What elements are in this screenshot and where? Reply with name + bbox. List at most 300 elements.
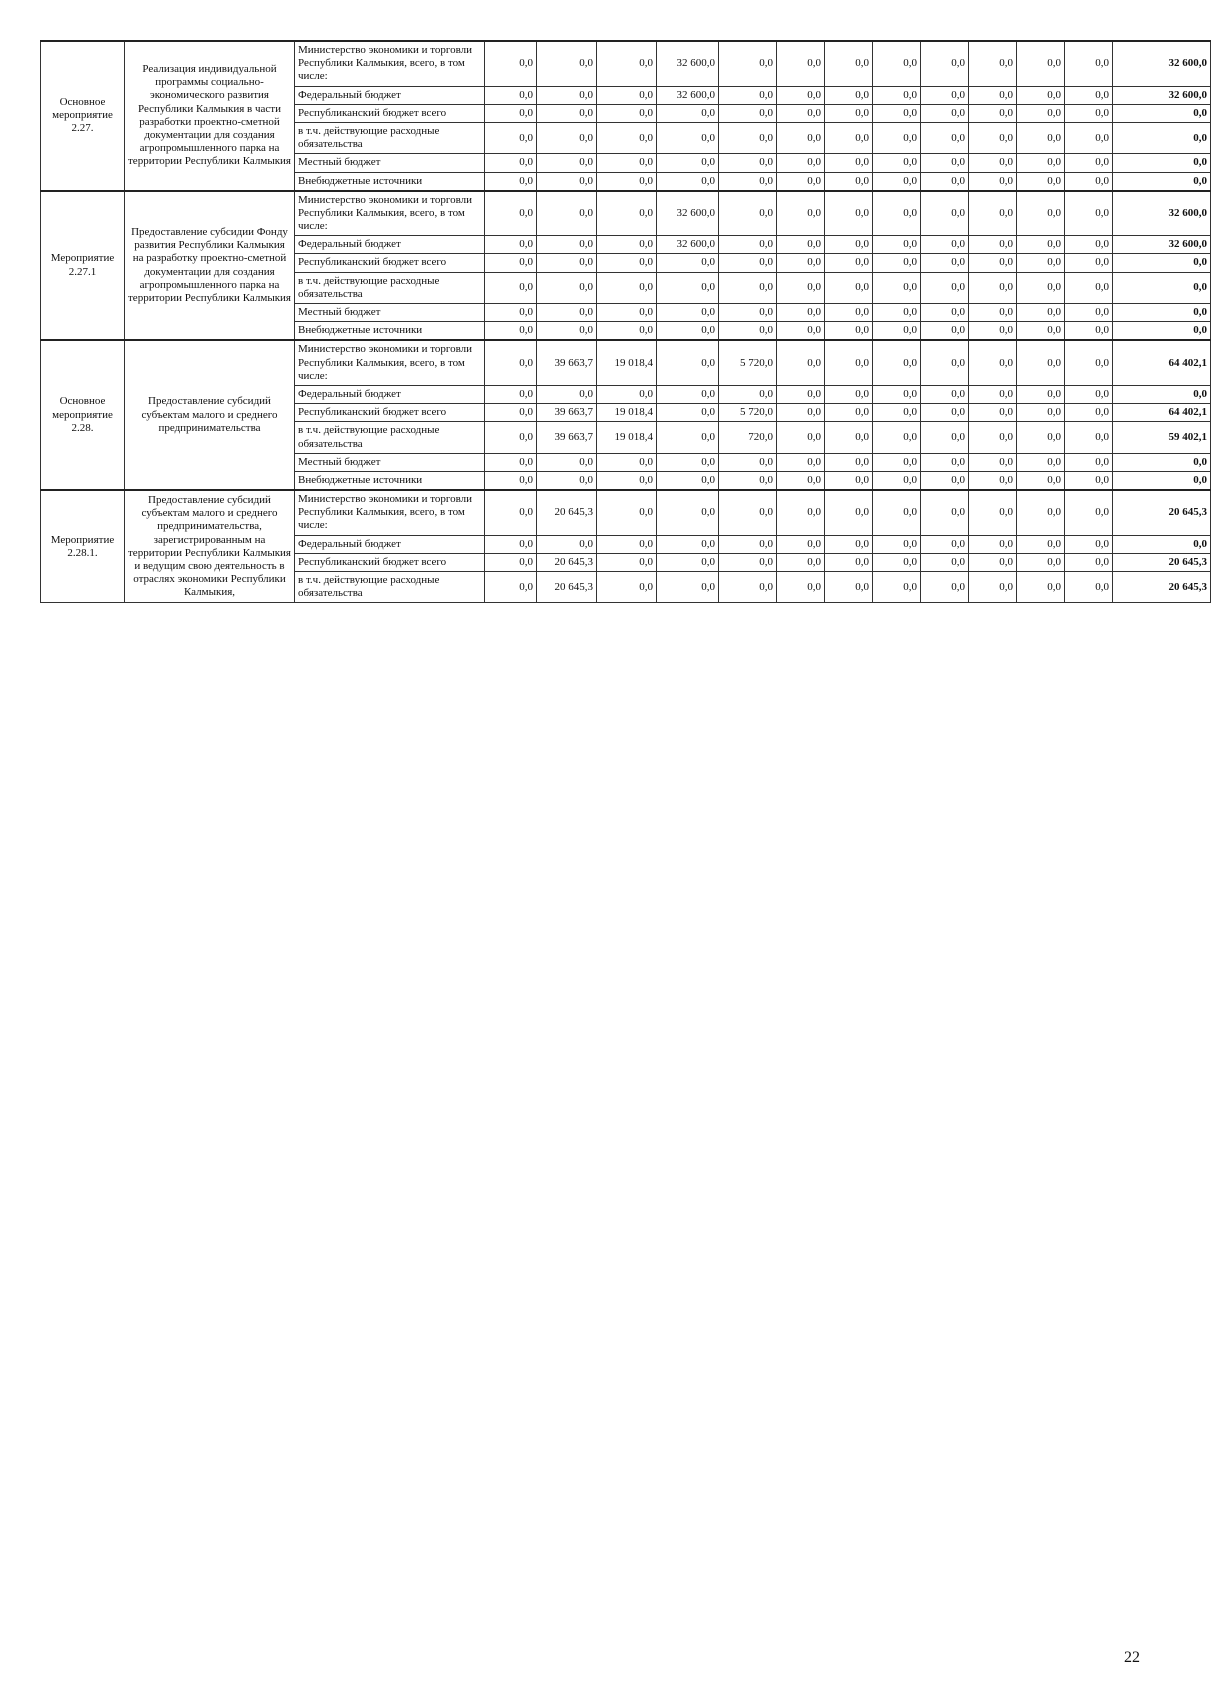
value-cell: 0,0: [969, 572, 1017, 603]
value-cell: 0,0: [1017, 86, 1065, 104]
value-cell: 20 645,3: [537, 490, 597, 535]
value-cell: 0,0: [719, 272, 777, 303]
value-cell: 0,0: [969, 322, 1017, 341]
value-cell: 0,0: [1017, 471, 1065, 490]
value-cell: 720,0: [719, 422, 777, 453]
value-cell: 0,0: [873, 236, 921, 254]
funding-source: Министерство экономики и торговли Республики Калмыкия, всего, в том числе:: [295, 490, 485, 535]
value-cell: 0,0: [1017, 385, 1065, 403]
value-cell: 0,0: [1017, 404, 1065, 422]
value-cell: 0,0: [597, 122, 657, 153]
value-cell: 0,0: [777, 254, 825, 272]
value-cell: 0,0: [777, 340, 825, 385]
value-cell: 0,0: [719, 191, 777, 236]
funding-source: Республиканский бюджет всего: [295, 254, 485, 272]
activity-name: Предоставление субсидий субъектам малого и среднего предпринимательства, зарегистрированным на территории Республики Калмыкия и ведущим свою деятельность в отраслях экономики Республики Калмыкия,: [125, 490, 295, 603]
value-cell: 0,0: [537, 272, 597, 303]
value-cell: 0,0: [777, 172, 825, 191]
page-number: 22: [1124, 1649, 1140, 1666]
total-cell: 0,0: [1113, 122, 1211, 153]
value-cell: 0,0: [777, 122, 825, 153]
value-cell: 0,0: [873, 553, 921, 571]
value-cell: 0,0: [1065, 172, 1113, 191]
value-cell: 32 600,0: [657, 41, 719, 86]
funding-source: Внебюджетные источники: [295, 471, 485, 490]
value-cell: 0,0: [825, 272, 873, 303]
total-cell: 64 402,1: [1113, 340, 1211, 385]
value-cell: 0,0: [825, 254, 873, 272]
value-cell: 0,0: [825, 41, 873, 86]
funding-source: Федеральный бюджет: [295, 535, 485, 553]
value-cell: 0,0: [1065, 322, 1113, 341]
funding-source: в т.ч. действующие расходные обязательства: [295, 422, 485, 453]
value-cell: 0,0: [657, 122, 719, 153]
value-cell: 0,0: [719, 41, 777, 86]
value-cell: 0,0: [825, 304, 873, 322]
value-cell: 0,0: [485, 471, 537, 490]
value-cell: 0,0: [1065, 471, 1113, 490]
value-cell: 0,0: [825, 104, 873, 122]
value-cell: 0,0: [597, 154, 657, 172]
value-cell: 0,0: [1017, 453, 1065, 471]
value-cell: 0,0: [825, 340, 873, 385]
total-cell: 0,0: [1113, 385, 1211, 403]
value-cell: 0,0: [873, 41, 921, 86]
value-cell: 0,0: [921, 41, 969, 86]
total-cell: 0,0: [1113, 172, 1211, 191]
value-cell: 0,0: [597, 471, 657, 490]
value-cell: 0,0: [537, 154, 597, 172]
value-cell: 0,0: [777, 86, 825, 104]
value-cell: 0,0: [969, 236, 1017, 254]
value-cell: 0,0: [537, 191, 597, 236]
value-cell: 0,0: [657, 104, 719, 122]
value-cell: 0,0: [537, 41, 597, 86]
total-cell: 0,0: [1113, 453, 1211, 471]
value-cell: 0,0: [485, 154, 537, 172]
value-cell: 0,0: [1065, 453, 1113, 471]
funding-source: Министерство экономики и торговли Республики Калмыкия, всего, в том числе:: [295, 41, 485, 86]
value-cell: 0,0: [719, 254, 777, 272]
value-cell: 0,0: [719, 471, 777, 490]
value-cell: 0,0: [485, 453, 537, 471]
funding-source: Республиканский бюджет всего: [295, 404, 485, 422]
funding-source: в т.ч. действующие расходные обязательства: [295, 272, 485, 303]
value-cell: 0,0: [657, 254, 719, 272]
value-cell: 0,0: [537, 535, 597, 553]
value-cell: 0,0: [969, 535, 1017, 553]
value-cell: 0,0: [597, 254, 657, 272]
value-cell: 0,0: [657, 572, 719, 603]
value-cell: 0,0: [1065, 236, 1113, 254]
value-cell: 0,0: [969, 385, 1017, 403]
value-cell: 0,0: [921, 404, 969, 422]
total-cell: 20 645,3: [1113, 553, 1211, 571]
value-cell: 0,0: [1065, 304, 1113, 322]
value-cell: 0,0: [537, 322, 597, 341]
value-cell: 0,0: [1065, 535, 1113, 553]
value-cell: 0,0: [719, 322, 777, 341]
value-cell: 0,0: [485, 535, 537, 553]
value-cell: 0,0: [597, 41, 657, 86]
value-cell: 0,0: [969, 340, 1017, 385]
value-cell: 0,0: [873, 340, 921, 385]
value-cell: 19 018,4: [597, 340, 657, 385]
value-cell: 0,0: [777, 41, 825, 86]
value-cell: 0,0: [1065, 254, 1113, 272]
value-cell: 0,0: [537, 304, 597, 322]
value-cell: 0,0: [873, 304, 921, 322]
value-cell: 0,0: [969, 154, 1017, 172]
value-cell: 0,0: [777, 453, 825, 471]
value-cell: 0,0: [657, 535, 719, 553]
funding-source: Местный бюджет: [295, 304, 485, 322]
value-cell: 0,0: [719, 154, 777, 172]
total-cell: 32 600,0: [1113, 86, 1211, 104]
value-cell: 0,0: [969, 104, 1017, 122]
value-cell: 0,0: [485, 272, 537, 303]
value-cell: 5 720,0: [719, 404, 777, 422]
value-cell: 0,0: [597, 86, 657, 104]
value-cell: 0,0: [873, 191, 921, 236]
value-cell: 0,0: [537, 104, 597, 122]
value-cell: 0,0: [921, 122, 969, 153]
value-cell: 0,0: [719, 86, 777, 104]
value-cell: 0,0: [873, 86, 921, 104]
value-cell: 0,0: [485, 322, 537, 341]
value-cell: 0,0: [873, 322, 921, 341]
value-cell: 0,0: [921, 490, 969, 535]
value-cell: 0,0: [537, 172, 597, 191]
value-cell: 0,0: [921, 172, 969, 191]
value-cell: 0,0: [873, 404, 921, 422]
total-cell: 64 402,1: [1113, 404, 1211, 422]
value-cell: 0,0: [777, 104, 825, 122]
value-cell: 0,0: [597, 272, 657, 303]
value-cell: 0,0: [825, 191, 873, 236]
value-cell: 0,0: [1017, 304, 1065, 322]
value-cell: 0,0: [777, 490, 825, 535]
value-cell: 0,0: [873, 385, 921, 403]
value-cell: 0,0: [537, 236, 597, 254]
value-cell: 0,0: [485, 553, 537, 571]
value-cell: 5 720,0: [719, 340, 777, 385]
value-cell: 0,0: [719, 236, 777, 254]
value-cell: 0,0: [1017, 104, 1065, 122]
value-cell: 0,0: [921, 535, 969, 553]
value-cell: 32 600,0: [657, 236, 719, 254]
value-cell: 0,0: [597, 104, 657, 122]
value-cell: 0,0: [921, 385, 969, 403]
value-cell: 0,0: [657, 422, 719, 453]
value-cell: 0,0: [1017, 322, 1065, 341]
value-cell: 0,0: [969, 122, 1017, 153]
table-row: [41, 490, 1211, 535]
value-cell: 0,0: [825, 385, 873, 403]
value-cell: 0,0: [921, 471, 969, 490]
activity-name: Предоставление субсидии Фонду развития Республики Калмыкия на разработку проектно-сметной документации для создания агропромышленного парка на территории Республики Калмыкия: [125, 191, 295, 341]
value-cell: 0,0: [657, 322, 719, 341]
value-cell: 0,0: [657, 453, 719, 471]
value-cell: 0,0: [969, 422, 1017, 453]
value-cell: 0,0: [597, 572, 657, 603]
value-cell: 0,0: [1065, 422, 1113, 453]
value-cell: 0,0: [825, 172, 873, 191]
value-cell: 0,0: [921, 304, 969, 322]
value-cell: 0,0: [485, 254, 537, 272]
document-page: [40, 40, 1207, 603]
value-cell: 0,0: [825, 236, 873, 254]
value-cell: 0,0: [719, 535, 777, 553]
funding-source: в т.ч. действующие расходные обязательства: [295, 122, 485, 153]
value-cell: 0,0: [777, 154, 825, 172]
value-cell: 0,0: [825, 404, 873, 422]
value-cell: 0,0: [1065, 572, 1113, 603]
total-cell: 0,0: [1113, 254, 1211, 272]
value-cell: 0,0: [485, 122, 537, 153]
value-cell: 0,0: [921, 272, 969, 303]
value-cell: 0,0: [1017, 41, 1065, 86]
activity-code: Мероприятие 2.27.1: [41, 191, 125, 341]
value-cell: 0,0: [825, 422, 873, 453]
value-cell: 0,0: [1017, 572, 1065, 603]
value-cell: 0,0: [485, 41, 537, 86]
value-cell: 0,0: [1017, 122, 1065, 153]
activity-code: Основное мероприятие 2.28.: [41, 340, 125, 490]
activity-name: Предоставление субсидий субъектам малого и среднего предпринимательства: [125, 340, 295, 490]
value-cell: 0,0: [921, 236, 969, 254]
value-cell: 39 663,7: [537, 340, 597, 385]
value-cell: 0,0: [921, 322, 969, 341]
total-cell: 20 645,3: [1113, 490, 1211, 535]
value-cell: 0,0: [537, 453, 597, 471]
activity-name: Реализация индивидуальной программы социально-экономического развития Республики Калмыкия в части разработки проектно-сметной документации для создания агропромышленного парка на территории Республики Калмыкия: [125, 41, 295, 191]
value-cell: 0,0: [657, 553, 719, 571]
value-cell: 0,0: [873, 172, 921, 191]
value-cell: 0,0: [969, 172, 1017, 191]
value-cell: 0,0: [1065, 41, 1113, 86]
financing-table: [40, 40, 1211, 603]
table-row: [41, 41, 1211, 86]
value-cell: 0,0: [969, 471, 1017, 490]
value-cell: 0,0: [777, 304, 825, 322]
value-cell: 0,0: [921, 86, 969, 104]
value-cell: 0,0: [825, 471, 873, 490]
value-cell: 0,0: [485, 236, 537, 254]
value-cell: 0,0: [537, 122, 597, 153]
value-cell: 0,0: [537, 471, 597, 490]
value-cell: 0,0: [719, 104, 777, 122]
value-cell: 0,0: [873, 535, 921, 553]
value-cell: 0,0: [597, 453, 657, 471]
value-cell: 0,0: [485, 490, 537, 535]
value-cell: 0,0: [597, 553, 657, 571]
value-cell: 0,0: [657, 272, 719, 303]
value-cell: 0,0: [1065, 385, 1113, 403]
value-cell: 0,0: [719, 490, 777, 535]
value-cell: 0,0: [597, 236, 657, 254]
funding-source: Федеральный бюджет: [295, 236, 485, 254]
value-cell: 0,0: [597, 304, 657, 322]
value-cell: 0,0: [657, 304, 719, 322]
value-cell: 0,0: [777, 535, 825, 553]
value-cell: 0,0: [873, 422, 921, 453]
value-cell: 0,0: [969, 453, 1017, 471]
value-cell: 0,0: [1065, 490, 1113, 535]
value-cell: 0,0: [537, 254, 597, 272]
value-cell: 0,0: [597, 385, 657, 403]
value-cell: 0,0: [597, 490, 657, 535]
value-cell: 0,0: [485, 191, 537, 236]
value-cell: 0,0: [825, 453, 873, 471]
value-cell: 0,0: [485, 104, 537, 122]
value-cell: 0,0: [825, 154, 873, 172]
value-cell: 0,0: [657, 490, 719, 535]
value-cell: 0,0: [969, 553, 1017, 571]
value-cell: 0,0: [777, 422, 825, 453]
value-cell: 0,0: [1017, 340, 1065, 385]
value-cell: 0,0: [777, 471, 825, 490]
value-cell: 0,0: [969, 404, 1017, 422]
value-cell: 0,0: [1017, 553, 1065, 571]
value-cell: 0,0: [485, 304, 537, 322]
value-cell: 0,0: [1017, 191, 1065, 236]
value-cell: 0,0: [825, 86, 873, 104]
value-cell: 0,0: [969, 304, 1017, 322]
value-cell: 0,0: [1017, 490, 1065, 535]
value-cell: 0,0: [657, 471, 719, 490]
value-cell: 39 663,7: [537, 422, 597, 453]
value-cell: 0,0: [873, 272, 921, 303]
value-cell: 0,0: [657, 340, 719, 385]
value-cell: 0,0: [825, 322, 873, 341]
value-cell: 0,0: [597, 191, 657, 236]
value-cell: 0,0: [873, 254, 921, 272]
funding-source: Федеральный бюджет: [295, 385, 485, 403]
value-cell: 0,0: [921, 572, 969, 603]
value-cell: 0,0: [597, 172, 657, 191]
funding-source: Федеральный бюджет: [295, 86, 485, 104]
value-cell: 0,0: [969, 41, 1017, 86]
value-cell: 0,0: [777, 322, 825, 341]
value-cell: 0,0: [1017, 272, 1065, 303]
value-cell: 0,0: [921, 154, 969, 172]
value-cell: 0,0: [657, 172, 719, 191]
value-cell: 32 600,0: [657, 191, 719, 236]
value-cell: 0,0: [777, 272, 825, 303]
value-cell: 0,0: [825, 122, 873, 153]
value-cell: 0,0: [873, 490, 921, 535]
value-cell: 0,0: [1017, 535, 1065, 553]
value-cell: 0,0: [777, 236, 825, 254]
value-cell: 0,0: [921, 340, 969, 385]
value-cell: 0,0: [597, 535, 657, 553]
value-cell: 0,0: [1065, 86, 1113, 104]
value-cell: 0,0: [921, 191, 969, 236]
total-cell: 20 645,3: [1113, 572, 1211, 603]
activity-code: Основное мероприятие 2.27.: [41, 41, 125, 191]
value-cell: 39 663,7: [537, 404, 597, 422]
value-cell: 0,0: [657, 385, 719, 403]
value-cell: 0,0: [825, 553, 873, 571]
value-cell: 0,0: [777, 385, 825, 403]
total-cell: 0,0: [1113, 471, 1211, 490]
total-cell: 0,0: [1113, 154, 1211, 172]
funding-source: Министерство экономики и торговли Республики Калмыкия, всего, в том числе:: [295, 340, 485, 385]
value-cell: 0,0: [777, 553, 825, 571]
value-cell: 0,0: [969, 272, 1017, 303]
value-cell: 0,0: [1065, 122, 1113, 153]
funding-source: Республиканский бюджет всего: [295, 553, 485, 571]
value-cell: 0,0: [1017, 172, 1065, 191]
total-cell: 0,0: [1113, 304, 1211, 322]
value-cell: 0,0: [921, 453, 969, 471]
value-cell: 0,0: [1017, 254, 1065, 272]
funding-source: Местный бюджет: [295, 453, 485, 471]
value-cell: 0,0: [921, 422, 969, 453]
total-cell: 0,0: [1113, 272, 1211, 303]
value-cell: 0,0: [921, 553, 969, 571]
value-cell: 0,0: [597, 322, 657, 341]
value-cell: 0,0: [485, 422, 537, 453]
value-cell: 0,0: [485, 172, 537, 191]
value-cell: 0,0: [537, 385, 597, 403]
value-cell: 0,0: [969, 254, 1017, 272]
value-cell: 0,0: [873, 471, 921, 490]
funding-source: Местный бюджет: [295, 154, 485, 172]
value-cell: 0,0: [1017, 154, 1065, 172]
activity-code: Мероприятие 2.28.1.: [41, 490, 125, 603]
value-cell: 0,0: [1065, 272, 1113, 303]
value-cell: 0,0: [1065, 553, 1113, 571]
value-cell: 0,0: [873, 122, 921, 153]
funding-source: Министерство экономики и торговли Республики Калмыкия, всего, в том числе:: [295, 191, 485, 236]
value-cell: 0,0: [485, 404, 537, 422]
value-cell: 0,0: [969, 191, 1017, 236]
total-cell: 32 600,0: [1113, 191, 1211, 236]
value-cell: 0,0: [921, 104, 969, 122]
value-cell: 0,0: [719, 453, 777, 471]
value-cell: 0,0: [873, 104, 921, 122]
total-cell: 59 402,1: [1113, 422, 1211, 453]
value-cell: 0,0: [719, 172, 777, 191]
funding-source: Республиканский бюджет всего: [295, 104, 485, 122]
funding-source: Внебюджетные источники: [295, 322, 485, 341]
table-body: [41, 41, 1211, 603]
value-cell: 0,0: [777, 404, 825, 422]
value-cell: 0,0: [1017, 422, 1065, 453]
value-cell: 20 645,3: [537, 572, 597, 603]
value-cell: 0,0: [719, 122, 777, 153]
value-cell: 0,0: [825, 535, 873, 553]
value-cell: 0,0: [969, 490, 1017, 535]
value-cell: 32 600,0: [657, 86, 719, 104]
value-cell: 0,0: [719, 304, 777, 322]
value-cell: 0,0: [485, 572, 537, 603]
value-cell: 0,0: [537, 86, 597, 104]
value-cell: 0,0: [825, 572, 873, 603]
value-cell: 0,0: [657, 154, 719, 172]
value-cell: 0,0: [825, 490, 873, 535]
total-cell: 0,0: [1113, 104, 1211, 122]
value-cell: 0,0: [969, 86, 1017, 104]
value-cell: 0,0: [1017, 236, 1065, 254]
value-cell: 19 018,4: [597, 404, 657, 422]
table-row: [41, 340, 1211, 385]
total-cell: 0,0: [1113, 322, 1211, 341]
value-cell: 0,0: [1065, 404, 1113, 422]
value-cell: 0,0: [1065, 340, 1113, 385]
